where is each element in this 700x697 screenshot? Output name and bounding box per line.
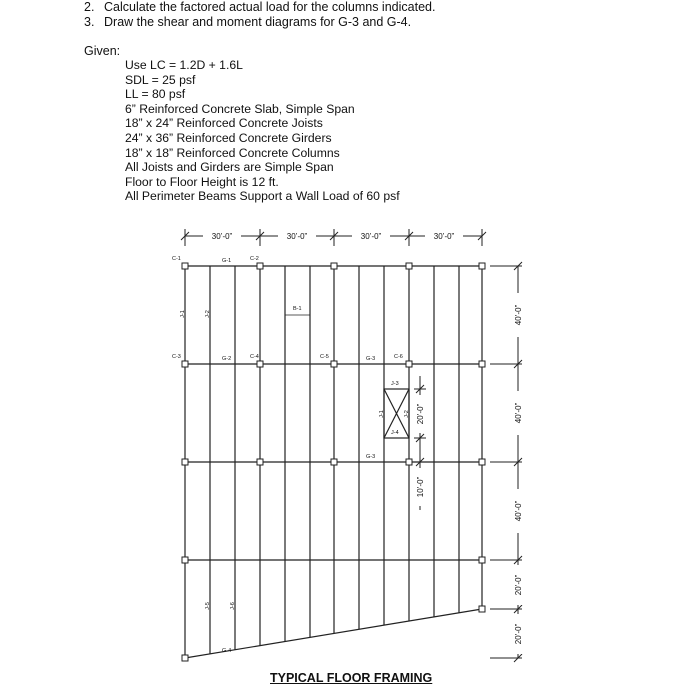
column-label-c3: C-3 — [172, 354, 181, 360]
column-marker — [182, 459, 188, 465]
joist-label-j5: J-5 — [205, 602, 211, 610]
question-text: Calculate the factored actual load for the columns indicated. — [104, 0, 436, 14]
column-marker — [331, 459, 337, 465]
column-label-c2: C-2 — [250, 256, 259, 262]
column-marker — [406, 361, 412, 367]
given-label: Given: — [84, 44, 121, 58]
column-marker — [182, 557, 188, 563]
column-marker — [479, 606, 485, 612]
top-dim-4: 30’-0” — [433, 232, 455, 241]
given-item: 24” x 36” Reinforced Concrete Girders — [125, 130, 332, 145]
column-label-c5: C-5 — [320, 354, 329, 360]
right-dim-2: 40’-0” — [514, 402, 523, 424]
column-marker — [479, 263, 485, 269]
girder-label-g4: G-4 — [222, 648, 232, 654]
member-labels — [172, 256, 410, 654]
joist-label-j2-opening: J-2 — [404, 410, 410, 418]
column-label-c4: C-4 — [250, 354, 259, 360]
column-marker — [479, 361, 485, 367]
right-dim-5: 20’-0” — [514, 623, 523, 645]
joist-label-j3: J-3 — [391, 381, 399, 387]
question-number: 3. — [84, 15, 95, 29]
joist-label-j1-opening: J-1 — [379, 410, 385, 418]
joist-label-j1: J-1 — [180, 310, 186, 318]
joist-label-j2: J-2 — [205, 310, 211, 318]
joist-label-j4: J-4 — [391, 430, 399, 436]
inner-dim-1: 20’-0” — [416, 403, 425, 425]
right-dim-4: 20’-0” — [514, 574, 523, 596]
girder-label-g3: G-3 — [366, 356, 376, 362]
girder-label-g2: G-2 — [222, 356, 232, 362]
drawing-title: TYPICAL FLOOR FRAMING — [270, 671, 433, 685]
given-item: 18” x 24” Reinforced Concrete Joists — [125, 116, 323, 131]
given-item: LL = 80 psf — [125, 87, 186, 102]
inner-dim-2: 10’-0” — [416, 476, 425, 498]
given-item: 6” Reinforced Concrete Slab, Simple Span — [125, 101, 355, 116]
top-dim-3: 30’-0” — [360, 232, 382, 241]
top-dim-2: 30’-0” — [286, 232, 308, 241]
column-marker — [479, 557, 485, 563]
joist-label-j6: J-6 — [230, 602, 236, 610]
column-label-c6: C-6 — [394, 354, 403, 360]
column-marker — [331, 361, 337, 367]
given-item: SDL = 25 psf — [125, 72, 196, 87]
column-marker — [257, 459, 263, 465]
column-marker — [182, 263, 188, 269]
column-marker — [479, 459, 485, 465]
right-dim-3: 40’-0” — [514, 500, 523, 522]
given-item: All Joists and Girders are Simple Span — [125, 160, 334, 175]
given-item: All Perimeter Beams Support a Wall Load of 60 psf — [125, 189, 400, 204]
column-marker — [182, 655, 188, 661]
girder-label-g3-lower: G-3 — [366, 454, 376, 460]
given-item: Floor to Floor Height is 12 ft. — [125, 174, 279, 189]
beam-label-b1: B-1 — [293, 306, 302, 312]
right-dim-1: 40’-0” — [514, 304, 523, 326]
column-label-c1: C-1 — [172, 256, 181, 262]
question-number: 2. — [84, 0, 95, 14]
top-dim-1: 30’-0” — [211, 232, 233, 241]
column-marker — [257, 263, 263, 269]
question-text: Draw the shear and moment diagrams for G-3 and G-4. — [104, 15, 412, 29]
column-marker — [182, 361, 188, 367]
column-marker — [257, 361, 263, 367]
beam-b1-span-marker — [285, 312, 310, 318]
column-marker — [406, 459, 412, 465]
given-item: 18” x 18” Reinforced Concrete Columns — [125, 145, 340, 160]
girder-label-g1: G-1 — [222, 258, 232, 264]
column-marker — [406, 263, 412, 269]
given-item: Use LC = 1.2D + 1.6L — [125, 58, 243, 72]
column-marker — [331, 263, 337, 269]
